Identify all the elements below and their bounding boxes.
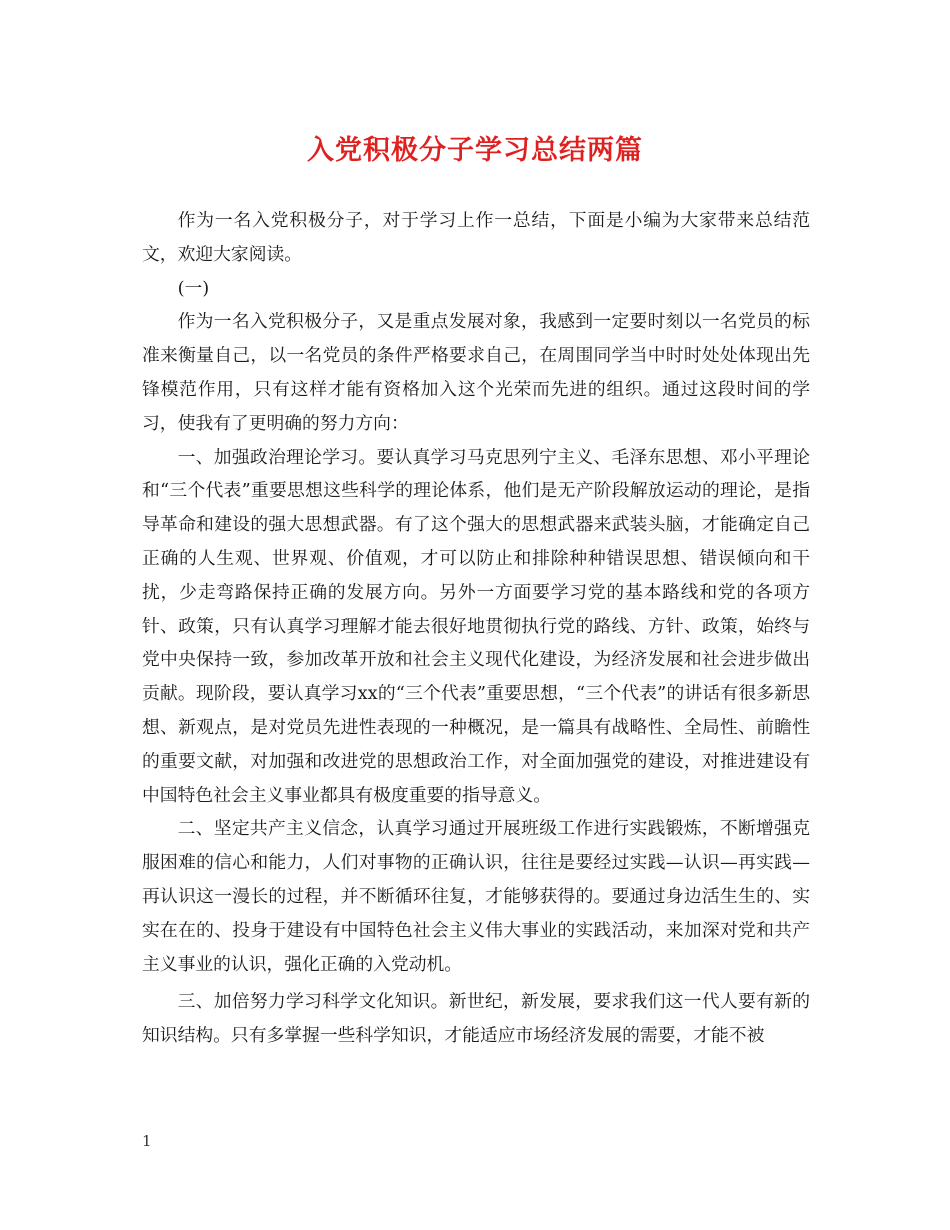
intro-paragraph: 作为一名入党积极分子，对于学习上作一总结，下面是小编为大家带来总结范文，欢迎大家阅读。 (142, 210, 810, 265)
document-title: 入党积极分子学习总结两篇 (307, 135, 643, 166)
body-paragraph: 三、加倍努力学习科学文化知识。新世纪，新发展，要求我们这一代人要有新的知识结构。只有多掌握一些科学知识，才能适应市场经济发展的需要，才能不被 (142, 991, 810, 1047)
body-paragraph: 二、坚定共产主义信念，认真学习通过开展班级工作进行实践锻炼，不断增强克服困难的信心和能力，人们对事物的正确认识，往往是要经过实践—认识—再实践—再认识这一漫长的过程，并不断循环往复，才能够获得的。要通过身边活生生的、实实在在的、投身于建设有中国特色社会主义伟大事业的实践活动，来加深对党和共产主义事业的认识，强化正确的入党动机。 (142, 818, 810, 975)
body-paragraph: 作为一名入党积极分子，又是重点发展对象，我感到一定要时刻以一名党员的标准来衡量自己，以一名党员的条件严格要求自己，在周围同学当中时时处处体现出先锋模范作用，只有这样才能有资格加入这个光荣而先进的组织。通过这段时间的学习，使我有了更明确的努力方向： (142, 311, 810, 434)
section-marker: (一) (177, 277, 210, 299)
document-body (142, 204, 810, 1053)
body-paragraph: 一、加强政治理论学习。要认真学习马克思列宁主义、毛泽东思想、邓小平理论和“三个代表”重要思想这些科学的理论体系，他们是无产阶段解放运动的理论，是指导革命和建设的强大思想武器。有了这个强大的思想武器来武装头脑，才能确定自己正确的人生观、世界观、价值观，才可以防止和排除种种错误思想、错误倾向和干扰，少走弯路保持正确的发展方向。另外一方面要学习党的基本路线和党的各项方针、政策，只有认真学习理解才能去很好地贯彻执行党的路线、方针、政策，始终与党中央保持一致，参加改革开放和社会主义现代化建设，为经济发展和社会进步做出贡献。现阶段，要认真学习xx的“三个代表”重要思想，“三个代表”的讲话有很多新思想、新观点，是对党员先进性表现的一种概况，是一篇具有战略性、全局性、前瞻性的重要文献，对加强和改进党的思想政治工作，对全面加强党的建设，对推进建设有中国特色社会主义事业都具有极度重要的指导意义。 (142, 446, 810, 806)
page-number: 1 (142, 1132, 152, 1150)
